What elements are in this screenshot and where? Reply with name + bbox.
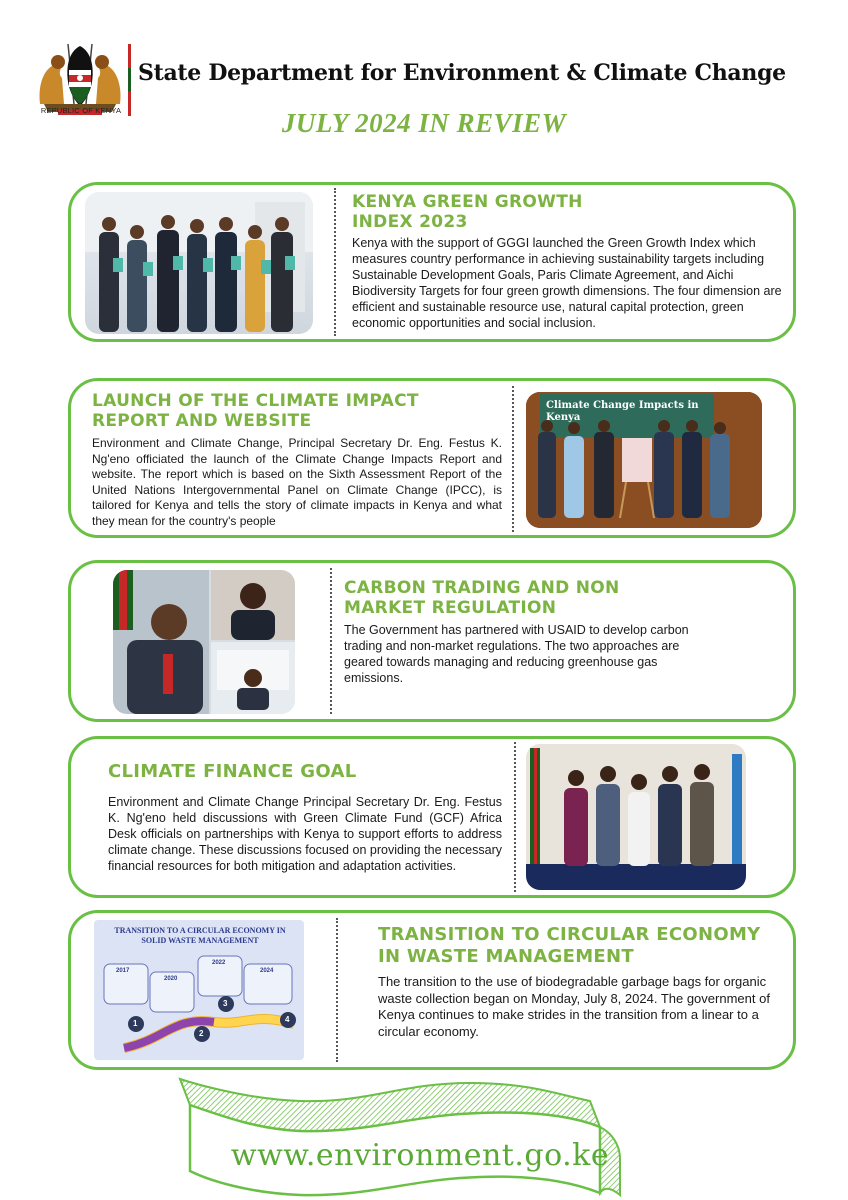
infographic-step-year: 2024 xyxy=(260,968,274,974)
card-divider xyxy=(330,568,332,714)
green-growth-photo xyxy=(85,192,313,334)
section-heading: CARBON TRADING AND NON MARKET REGULATION xyxy=(344,578,620,618)
section-heading: LAUNCH OF THE CLIMATE IMPACT REPORT AND WEBSITE xyxy=(92,391,419,431)
section-heading: TRANSITION TO CIRCULAR ECONOMY IN WASTE MANAGEMENT xyxy=(378,924,761,967)
infographic-step-number: 2 xyxy=(199,1029,204,1038)
infographic-step-year: 2020 xyxy=(164,976,178,982)
card-divider xyxy=(514,742,516,892)
department-title: State Department for Environment & Climate Change xyxy=(138,60,786,86)
carbon-trading-photo xyxy=(113,570,295,714)
website-link[interactable]: www.environment.go.ke xyxy=(230,1138,610,1173)
climate-finance-photo xyxy=(526,744,746,890)
section-body: The Government has partnered with USAID to develop carbon trading and non-market regulations. The two approaches are geared towards managing and reducing greenhouse gas emissions. xyxy=(344,623,689,685)
infographic-step-number: 1 xyxy=(133,1019,138,1028)
header-divider xyxy=(128,44,131,116)
circular-economy-infographic xyxy=(94,920,304,1060)
section-body: Kenya with the support of GGGI launched the Green Growth Index which measures country performance in achieving sustainability targets including Sustainable Development Goals, Paris Climate Agreement, and Aichi Biodiversity Targets for four green growth dimensions. The four dimension are efficient and sustainable resource use, natural capital protection, green economic opportunities and social inclusion. xyxy=(352,236,782,330)
section-heading: KENYA GREEN GROWTH INDEX 2023 xyxy=(352,192,583,232)
section-body: Environment and Climate Change Principal Secretary Dr. Eng. Festus K. Ng'eno held discussions with Green Climate Fund (GCF) Africa Desk officials on partnerships with Kenya to support efforts to address climate change. These discussions focused on providing the necessary financial resources for both mitigation and adaptation activities. xyxy=(108,795,502,873)
infographic-step-year: 2022 xyxy=(212,960,226,966)
card-divider xyxy=(336,918,338,1062)
infographic-step-year: 2017 xyxy=(116,968,130,974)
infographic-step-number: 4 xyxy=(285,1015,290,1024)
coat-of-arms-caption: REPUBLIC OF KENYA xyxy=(40,106,122,115)
section-body: Environment and Climate Change, Principal Secretary Dr. Eng. Festus K. Ng'eno officiated the launch of the Climate Change Impacts Report and website. The report which is based on the Sixth Assessment Report of the United Nations Intergovernmental Panel on Climate Change (IPCC), is tailored for Kenya and tells the story of climate impacts in Kenya and what they mean for the country's people xyxy=(92,436,502,528)
climate-report-photo xyxy=(526,392,762,528)
infographic-title: TRANSITION TO A CIRCULAR ECONOMY IN SOLID WASTE MANAGEMENT xyxy=(114,926,286,945)
infographic-step-number: 3 xyxy=(223,999,228,1008)
section-body: The transition to the use of biodegradable garbage bags for organic waste collection began on Monday, July 8, 2024. The government of Kenya continues to make strides in the transition from a linear to a circular economy. xyxy=(378,974,770,1039)
review-title: JULY 2024 IN REVIEW xyxy=(281,108,567,138)
section-heading: CLIMATE FINANCE GOAL xyxy=(108,761,357,782)
climate-report-photo-caption: Climate Change Impacts in Kenya xyxy=(546,400,699,423)
card-divider xyxy=(334,188,336,336)
card-divider xyxy=(512,386,514,532)
